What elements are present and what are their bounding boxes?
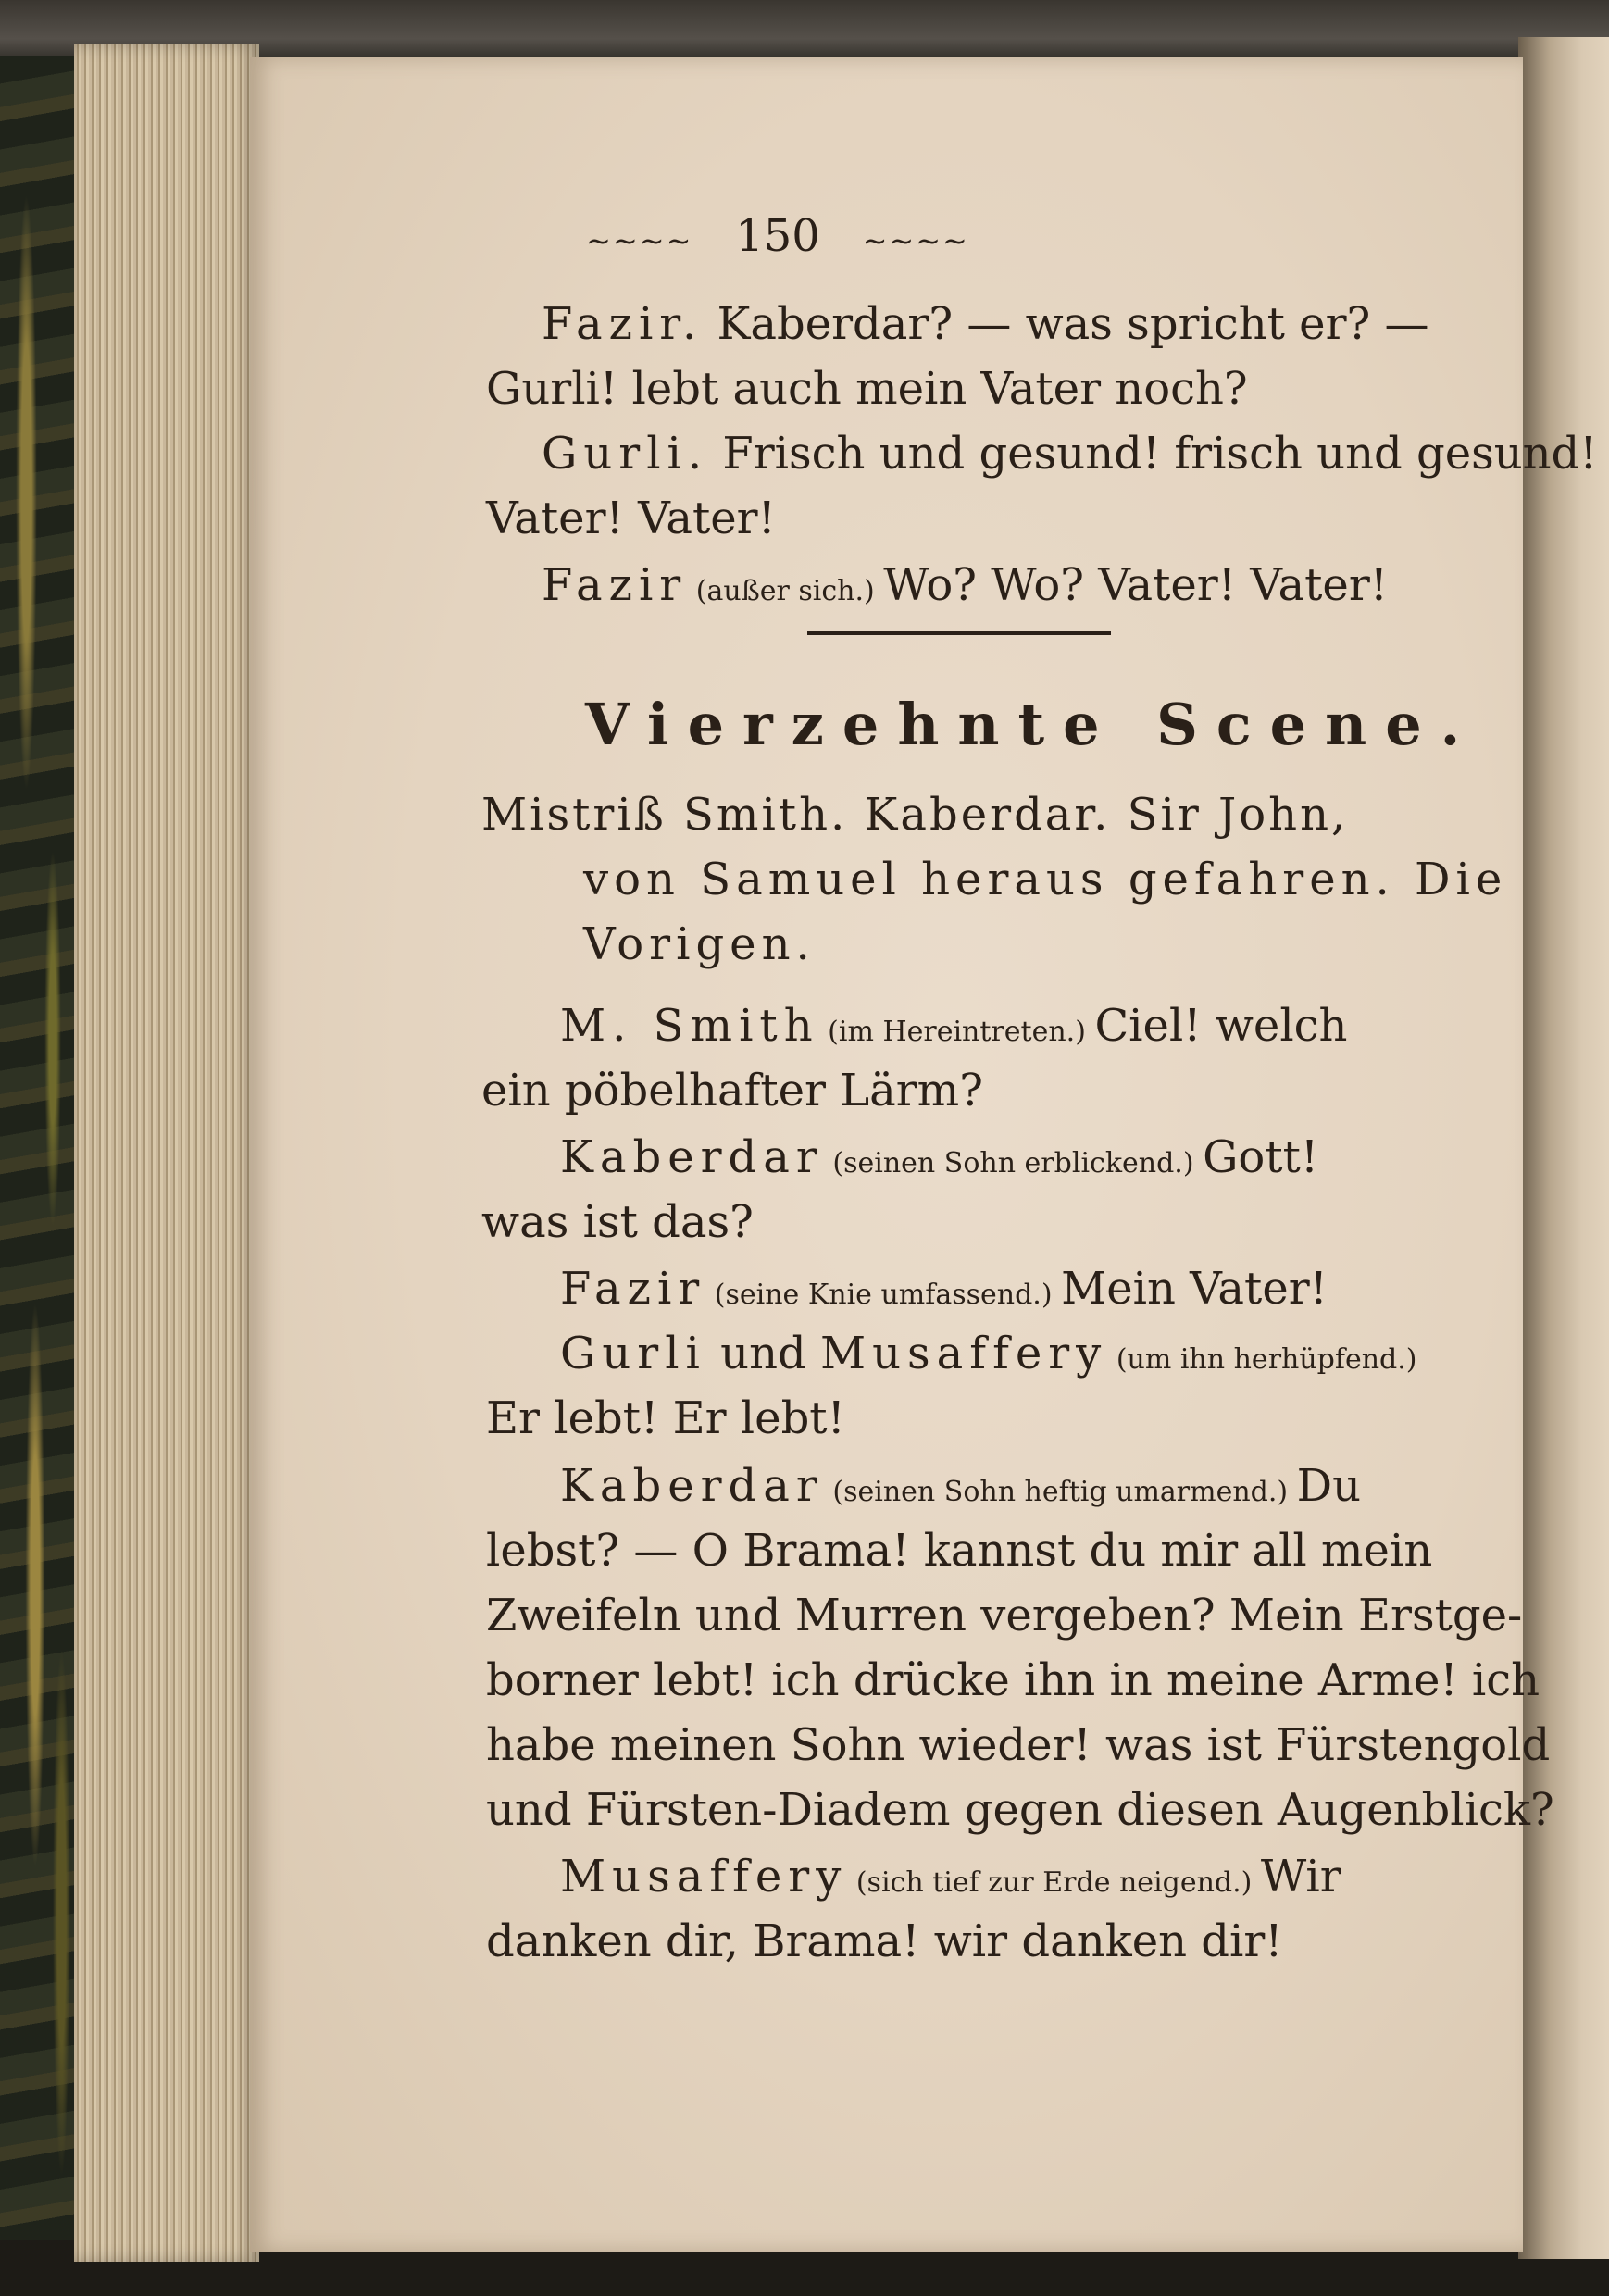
header-ornament-left: ~~~~ — [586, 223, 693, 258]
dialogue-line: Kaberdar (seinen Sohn heftig umarmend.) Du — [560, 1460, 1362, 1512]
dialogue-line: Er lebt! Er lebt! — [486, 1392, 845, 1444]
header-ornament-right: ~~~~ — [862, 223, 969, 258]
scene-cast-line: von Samuel heraus gefahren. Die — [583, 854, 1508, 905]
scene-cast-line: Vorigen. — [583, 918, 816, 970]
dialogue-line: was ist das? — [481, 1196, 754, 1248]
text-line: Fazir. Kaberdar? — was spricht er? — — [542, 298, 1429, 350]
dialogue-line: ein pöbelhafter Lärm? — [481, 1065, 983, 1117]
dialogue-line: lebst? — O Brama! kannst du mir all mein — [486, 1525, 1433, 1577]
dialogue-line: borner lebt! ich drücke ihn in meine Arme! ich — [486, 1654, 1540, 1706]
dialogue-line: habe meinen Sohn wieder! was ist Fürstengold — [486, 1719, 1551, 1771]
page-number: 150 — [735, 210, 820, 262]
dialogue-line: danken dir, Brama! wir danken dir! — [486, 1915, 1283, 1967]
dialogue-line: Musaffery (sich tief zur Erde neigend.) Wir — [560, 1851, 1341, 1903]
text-line: Gurli. Frisch und gesund! frisch und gesund! — [542, 428, 1598, 480]
dialogue-line: und Fürsten-Diadem gegen diesen Augenblick? — [486, 1784, 1554, 1836]
dialogue-line: Kaberdar (seinen Sohn erblickend.) Gott! — [560, 1131, 1319, 1183]
dialogue-line: Zweifeln und Murren vergeben? Mein Erstge- — [486, 1590, 1523, 1641]
dialogue-line: M. Smith (im Hereintreten.) Ciel! welch — [560, 1000, 1348, 1052]
scene-title: Vierzehnte Scene. — [585, 691, 1479, 758]
dialogue-line: Gurli und Musaffery (um ihn herhüpfend.) — [560, 1328, 1417, 1379]
page-header — [555, 208, 1000, 268]
dialogue-line: Fazir (seine Knie umfassend.) Mein Vater! — [560, 1263, 1328, 1315]
scene-cast-line: Mistriß Smith. Kaberdar. Sir John, — [481, 789, 1349, 841]
section-rule — [807, 631, 1111, 635]
text-line: Gurli! lebt auch mein Vater noch? — [486, 363, 1248, 415]
text-line: Fazir (außer sich.) Wo? Wo? Vater! Vater! — [542, 559, 1389, 611]
text-line: Vater! Vater! — [486, 493, 776, 544]
